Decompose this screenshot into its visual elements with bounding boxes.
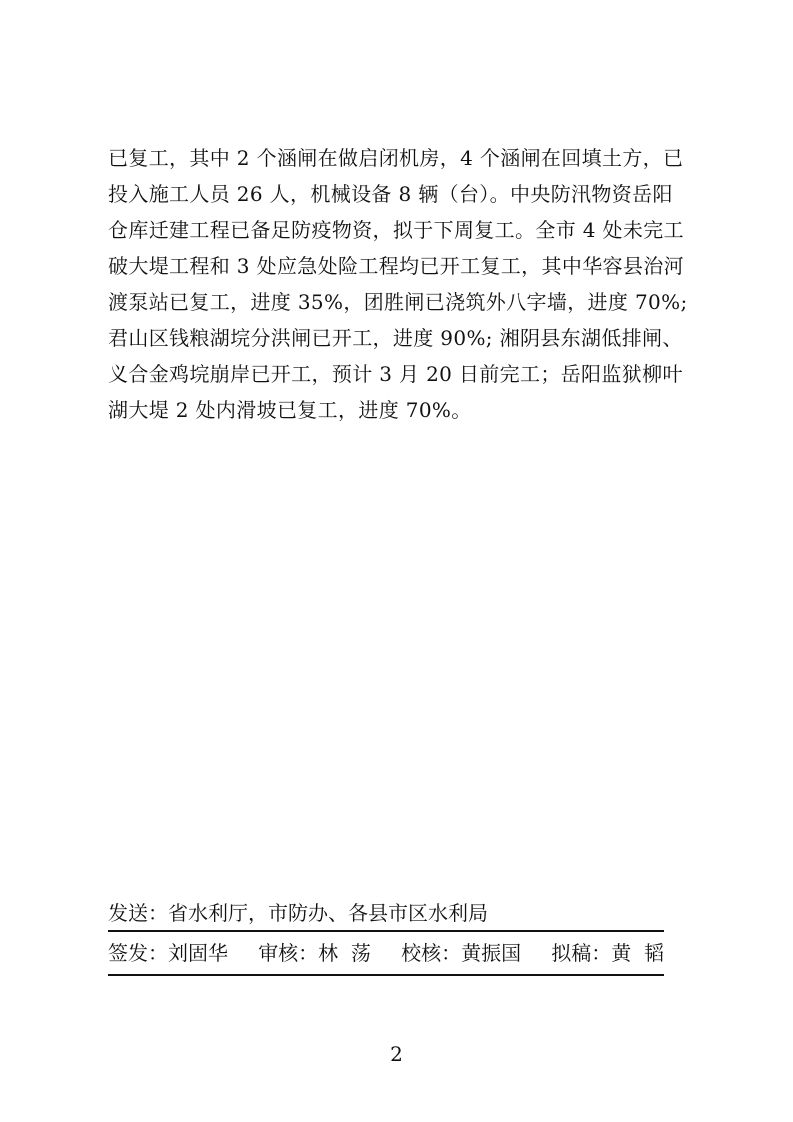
issuer-label: 签发：刘固华 [108,941,228,965]
page-number: 2 [390,1042,403,1066]
proofreader-label: 校核：黄振国 [401,941,522,965]
body-line: 渡泵站已复工，进度 35%，团胜闸已浇筑外八字墙，进度 70%; [108,290,688,314]
body-line: 已复工，其中 2 个涵闸在做启闭机房，4 个涵闸在回填土方，已 [108,146,684,170]
body-line: 义合金鸡垸崩岸已开工，预计 3 月 20 日前完工；岳阳监狱柳叶 [108,362,683,386]
footer-divider-top [108,930,664,932]
body-paragraph [108,140,708,428]
signoff-row [108,937,664,969]
body-line: 仓库迁建工程已备足防疫物资，拟于下周复工。全市 4 处未完工 [108,218,684,242]
reviewer-label: 审核：林 荡 [258,941,371,965]
body-line: 破大堤工程和 3 处应急处险工程均已开工复工，其中华容县治河 [108,254,684,278]
body-line: 投入施工人员 26 人，机械设备 8 辆（台）。中央防汛物资岳阳 [108,182,673,206]
drafter-label: 拟稿：黄 韬 [551,941,664,965]
footer-divider-bottom [108,974,664,976]
body-line: 湖大堤 2 处内滑坡已复工，进度 70%。 [108,398,472,422]
send-to-line: 发送：省水利厅，市防办、各县市区水利局 [108,901,488,925]
body-line: 君山区钱粮湖垸分洪闸已开工，进度 90%; 湘阴县东湖低排闸、 [108,326,683,350]
